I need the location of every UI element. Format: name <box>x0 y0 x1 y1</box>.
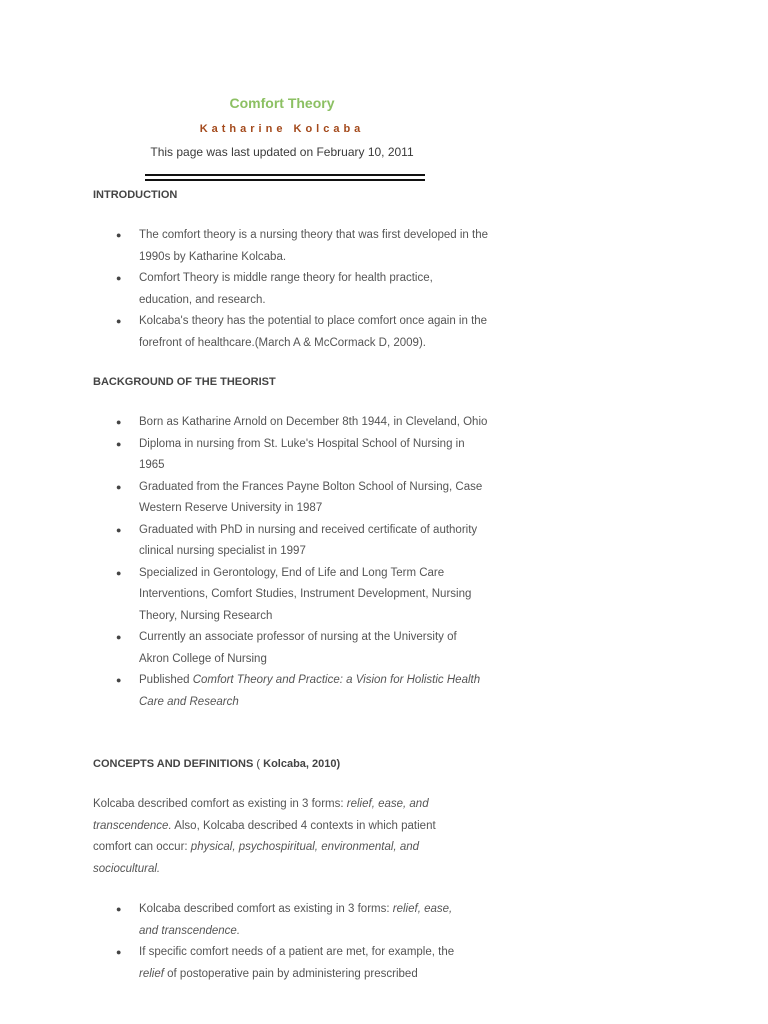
concepts-heading: CONCEPTS AND DEFINITIONS ( Kolcaba, 2010) <box>93 758 341 770</box>
concepts-list <box>116 899 470 985</box>
list-item: ● Currently an associate professor of nursing at the University of Akron College of Nursing <box>116 627 488 670</box>
bullet-icon: ● <box>116 417 122 427</box>
list-item: ● The comfort theory is a nursing theory that was first developed in the 1990s by Katharine Kolcaba. <box>116 225 488 268</box>
book-title: Comfort Theory and Practice: a Vision for Holistic Health Care and Research <box>139 674 481 708</box>
bullet-icon: ● <box>116 567 122 578</box>
background-heading: BACKGROUND OF THE THEORIST <box>93 376 276 388</box>
concepts-paragraph: Kolcaba described comfort as existing in 3 forms: relief, ease, and transcendence. Also, Kolcaba described 4 contexts in which patient comfort can occur: physical, psychospiritual, environmental, and sociocultural. <box>93 798 436 875</box>
list-item: ● If specific comfort needs of a patient are met, for example, the relief of postoperative pain by administering prescribed <box>116 942 470 985</box>
bullet-icon: ● <box>116 524 122 535</box>
author-name: Katharine Kolcaba <box>199 123 365 135</box>
list-item: ● Comfort Theory is middle range theory for health practice, education, and research. <box>116 268 488 311</box>
bullet-icon: ● <box>116 481 122 492</box>
introduction-list <box>116 225 488 354</box>
list-item: ● Kolcaba's theory has the potential to place comfort once again in the forefront of healthcare.(March A & McCormack D, 2009). <box>116 311 488 354</box>
bullet-icon: ● <box>116 947 122 957</box>
list-item: ● Diploma in nursing from St. Luke's Hospital School of Nursing in 1965 <box>116 434 488 477</box>
list-item: ● Born as Katharine Arnold on December 8th 1944, in Cleveland, Ohio <box>116 412 488 434</box>
list-item: ● Specialized in Gerontology, End of Life and Long Term Care Interventions, Comfort Studies, Instrument Development, Nursing Theory, Nursing Research <box>116 563 488 628</box>
list-item: ● Kolcaba described comfort as existing in 3 forms: relief, ease, and transcendence. <box>116 899 470 942</box>
divider-line-top <box>145 174 425 176</box>
background-list <box>116 412 488 713</box>
introduction-heading: INTRODUCTION <box>93 189 178 201</box>
bullet-icon: ● <box>116 904 122 914</box>
bullet-icon: ● <box>116 230 122 240</box>
bullet-icon: ● <box>116 316 122 326</box>
bullet-icon: ● <box>116 675 122 685</box>
bullet-icon: ● <box>116 438 122 449</box>
list-item: ● Graduated with PhD in nursing and received certificate of authority clinical nursing specialist in 1997 <box>116 520 488 563</box>
last-updated-note: This page was last updated on February 10, 2011 <box>150 145 414 159</box>
list-item: ● Graduated from the Frances Payne Bolton School of Nursing, Case Western Reserve University in 1987 <box>116 477 488 520</box>
bullet-icon: ● <box>116 273 122 283</box>
list-item: ● Published Comfort Theory and Practice: a Vision for Holistic Health Care and Research <box>116 670 488 713</box>
page-title: Comfort Theory <box>229 95 335 111</box>
bullet-icon: ● <box>116 632 122 642</box>
divider-line-bottom <box>145 179 425 181</box>
